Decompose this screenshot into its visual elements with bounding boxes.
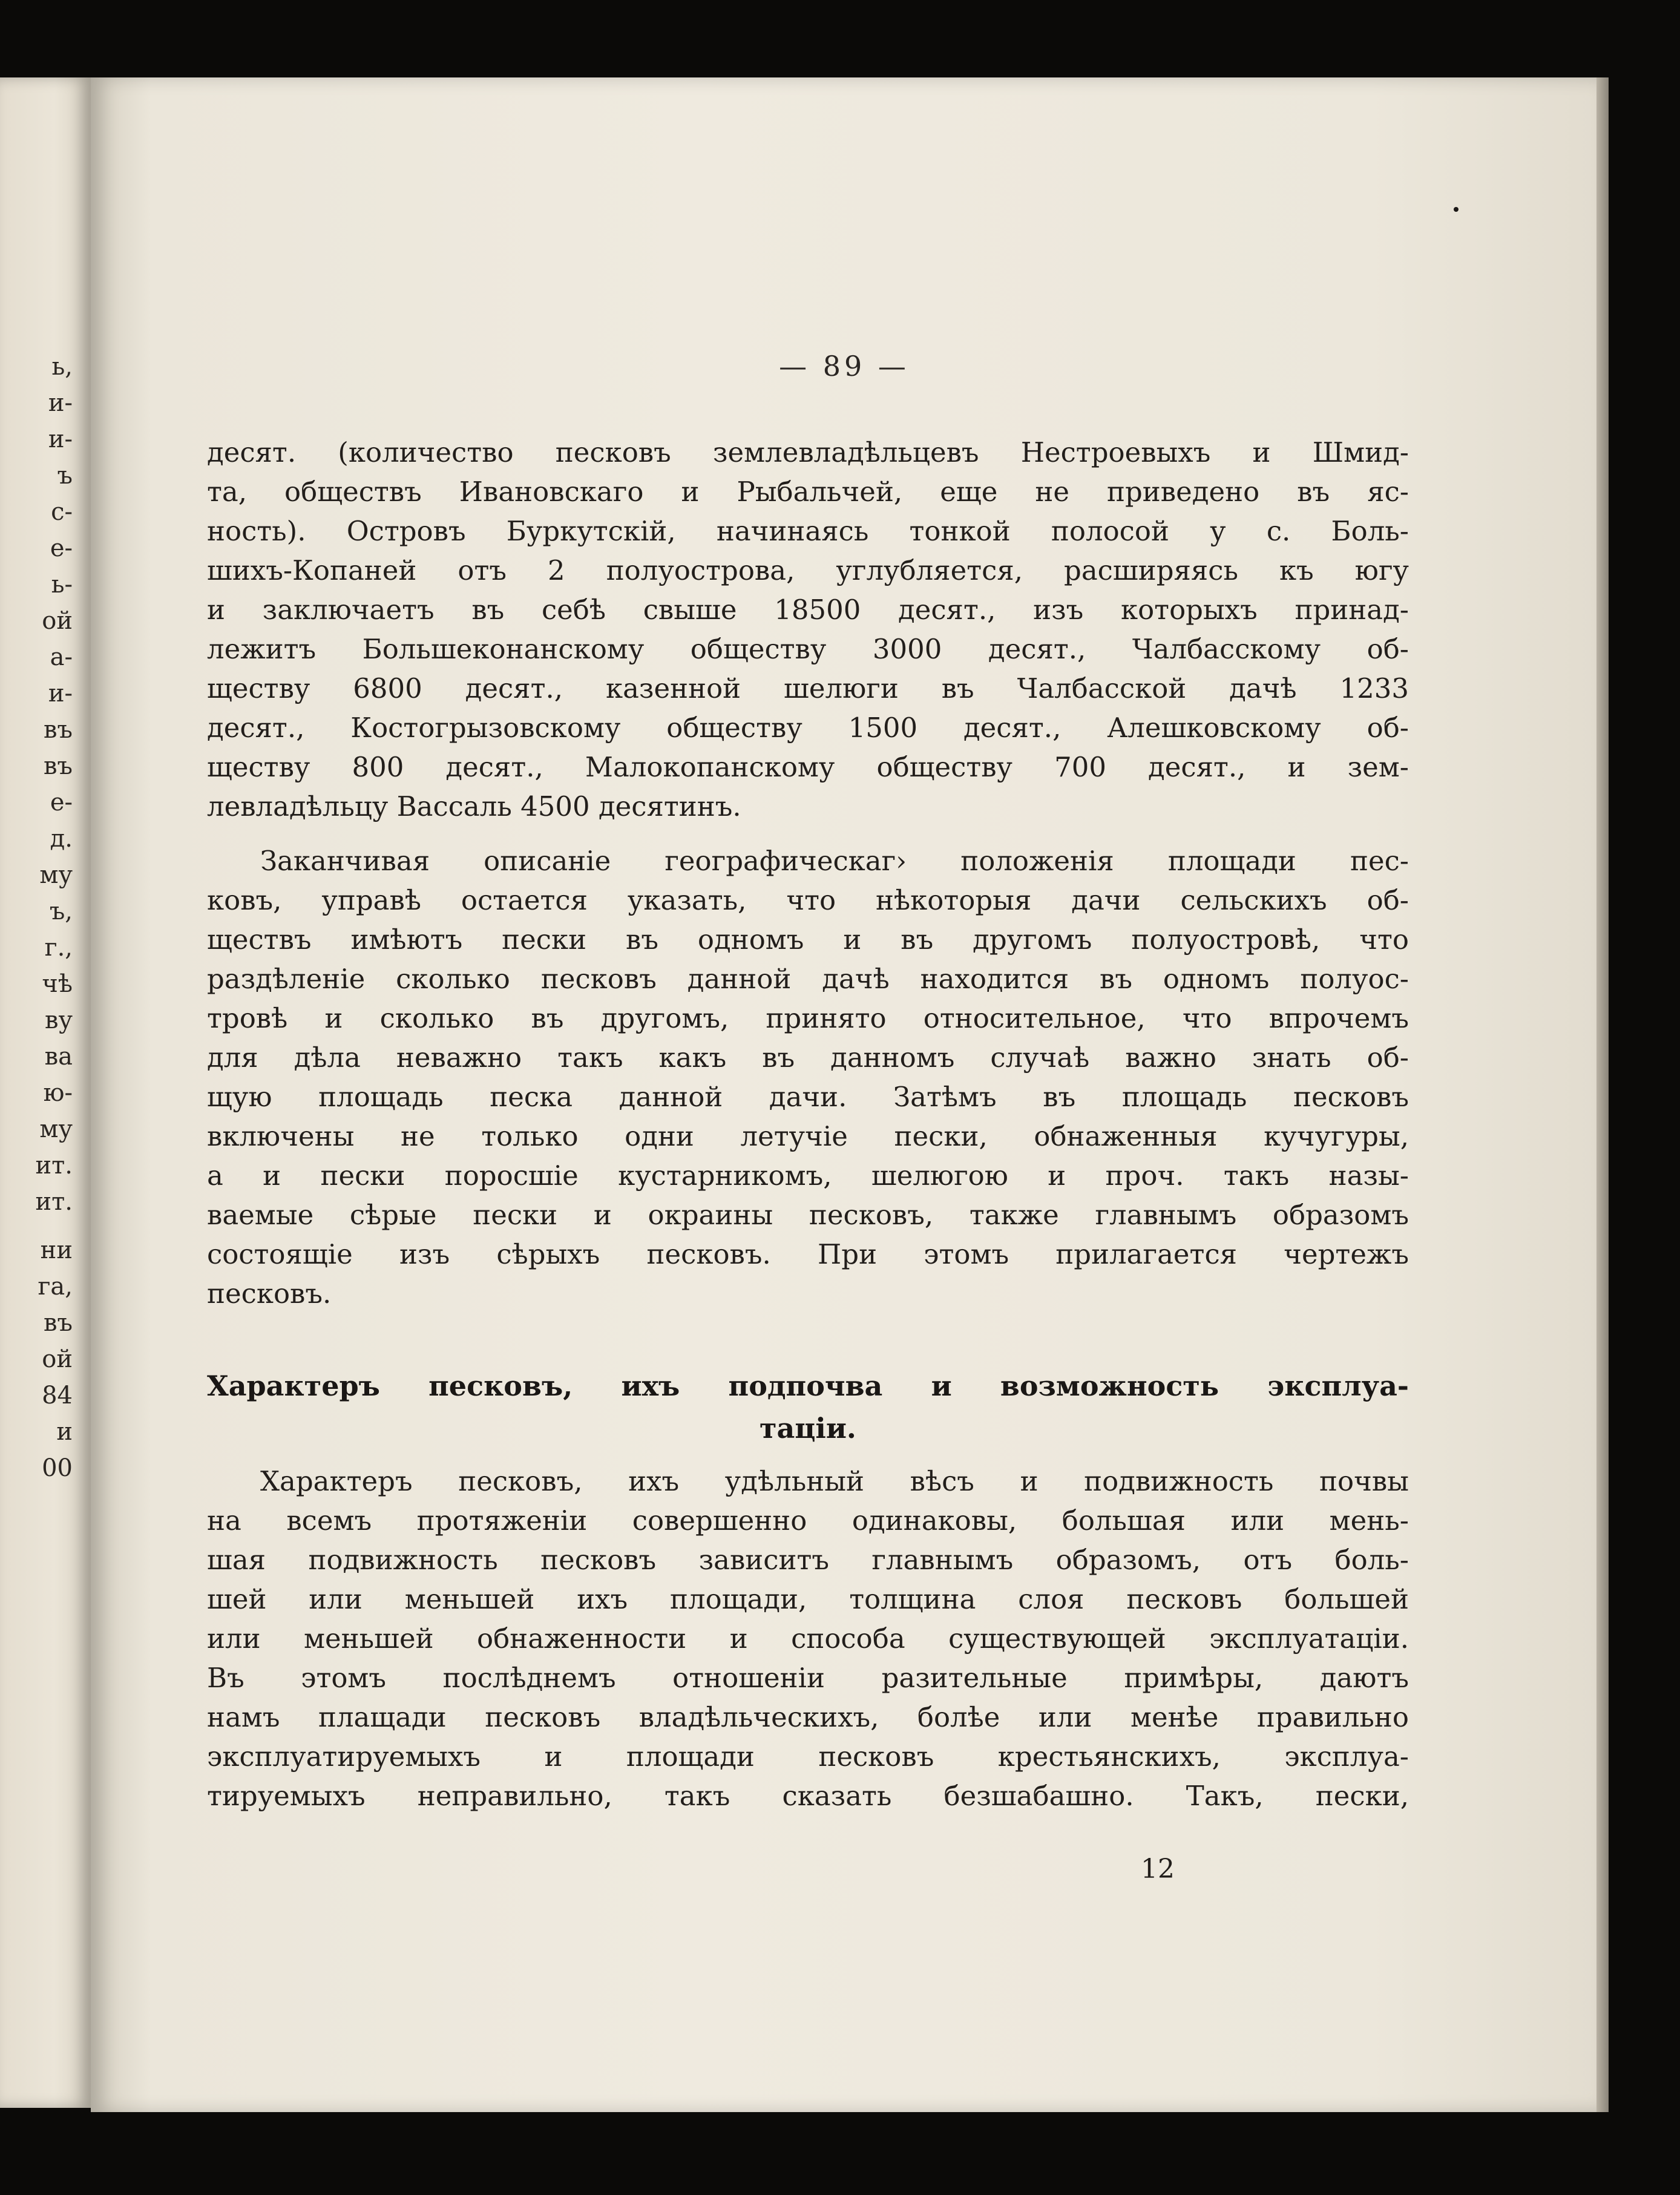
paragraph-line: та, обществъ Ивановскаго и Рыбальчей, еще не приведено въ яс- xyxy=(207,476,1409,508)
left-fragment: и- xyxy=(48,680,73,707)
left-fragment: и- xyxy=(48,425,73,453)
paragraph-line: включены не только одни летучіе пески, обнаженныя кучугуры, xyxy=(207,1120,1409,1152)
paragraph-line: состоящіе изъ сѣрыхъ песковъ. При этомъ прилагается чертежъ xyxy=(207,1238,1409,1270)
paragraph-line: а и пески поросшіе кустарникомъ, шелюгою и проч. такъ назы- xyxy=(207,1160,1409,1192)
paragraph-line: ковъ, управѣ остается указать, что нѣкоторыя дачи сельскихъ об- xyxy=(207,884,1409,916)
left-fragment: е- xyxy=(50,534,73,562)
paragraph-line: тируемыхъ неправильно, такъ сказать безшабашно. Такъ, пески, xyxy=(207,1780,1409,1812)
paragraph-line: Заканчивая описаніе географическаг› положенія площади пес- xyxy=(260,845,1409,877)
paragraph-line: эксплуатируемыхъ и площади песковъ крестьянскихъ, эксплуа- xyxy=(207,1741,1409,1773)
ink-speck xyxy=(1454,207,1459,212)
left-fragment: с- xyxy=(51,498,73,526)
paragraph-line: левладѣльцу Вассаль 4500 десятинъ. xyxy=(207,790,741,822)
left-fragment: ь, xyxy=(51,353,73,381)
left-fragment: и xyxy=(56,1418,73,1446)
left-fragment: е- xyxy=(50,789,73,816)
paragraph-line: ществу 6800 десят., казенной шелюги въ Чалбасской дачѣ 1233 xyxy=(207,672,1409,704)
left-fragment: и- xyxy=(48,389,73,417)
paragraph-line: намъ плащади песковъ владѣльческихъ, болѣе или менѣе правильно xyxy=(207,1701,1409,1733)
paragraph-line: песковъ. xyxy=(207,1278,332,1310)
book-page xyxy=(91,77,1598,2112)
left-fragment: 00 xyxy=(42,1454,73,1482)
paragraph-line: ваемые сѣрые пески и окраины песковъ, также главнымъ образомъ xyxy=(207,1199,1409,1231)
left-fragment: ой xyxy=(42,1345,73,1373)
left-fragment: ой xyxy=(42,607,73,635)
paragraph-line: десят., Костогрызовскому обществу 1500 десят., Алешковскому об- xyxy=(207,712,1409,744)
paragraph-line: щую площадь песка данной дачи. Затѣмъ въ площадь песковъ xyxy=(207,1081,1409,1113)
paragraph-line: раздѣленіе сколько песковъ данной дачѣ находится въ одномъ полуос- xyxy=(207,963,1409,995)
paragraph-line: ществу 800 десят., Малокопанскому обществу 700 десят., и зем- xyxy=(207,751,1409,783)
left-fragment: д. xyxy=(50,825,73,853)
left-fragment: ит. xyxy=(35,1152,73,1180)
left-fragment: г., xyxy=(44,934,73,962)
left-fragment: ит. xyxy=(35,1188,73,1216)
paragraph-line: шихъ-Копаней отъ 2 полуострова, углубляется, расширяясь къ югу xyxy=(207,554,1409,586)
paragraph-line: Въ этомъ послѣднемъ отношеніи разительные примѣры, даютъ xyxy=(207,1662,1409,1694)
paragraph-line: шей или меньшей ихъ площади, толщина слоя песковъ большей xyxy=(207,1583,1409,1615)
left-fragment: чѣ xyxy=(42,970,73,998)
signature-mark: 12 xyxy=(1141,1854,1175,1885)
paragraph-line: на всемъ протяженіи совершенно одинаковы, большая или мень- xyxy=(207,1504,1409,1537)
left-fragment: въ xyxy=(44,716,73,744)
left-fragment: му xyxy=(39,861,73,889)
left-fragment: ь- xyxy=(51,571,73,599)
left-fragment: ю- xyxy=(43,1079,73,1107)
left-fragment: му xyxy=(39,1115,73,1143)
paragraph-line: и заключаетъ въ себѣ свыше 18500 десят., изъ которыхъ принад- xyxy=(207,594,1409,626)
paragraph-line: ществъ имѣютъ пески въ одномъ и въ другомъ полуостровѣ, что xyxy=(207,924,1409,956)
section-heading: Характеръ песковъ, ихъ подпочва и возможность эксплуа- xyxy=(207,1370,1409,1402)
paragraph-line: десят. (количество песковъ землевладѣльцевъ Нестроевыхъ и Шмид- xyxy=(207,436,1409,468)
left-fragment: въ xyxy=(44,752,73,780)
left-fragment: ву xyxy=(44,1006,73,1034)
left-fragment: ъ, xyxy=(49,897,73,925)
page-number: — 89 — xyxy=(779,350,910,382)
paragraph-line: тровѣ и сколько въ другомъ, принято относительное, что впрочемъ xyxy=(207,1002,1409,1034)
paragraph-line: или меньшей обнаженности и способа существующей эксплуатаціи. xyxy=(207,1622,1409,1655)
left-fragment: а- xyxy=(50,643,73,671)
left-page-edge xyxy=(0,77,91,2108)
paragraph-line: для дѣла неважно такъ какъ въ данномъ случаѣ важно знать об- xyxy=(207,1042,1409,1074)
paragraph-line: Характеръ песковъ, ихъ удѣльный вѣсъ и подвижность почвы xyxy=(260,1465,1409,1497)
paragraph-line: шая подвижность песковъ зависитъ главнымъ образомъ, отъ боль- xyxy=(207,1544,1409,1576)
paragraph-line: ность). Островъ Буркутскій, начинаясь тонкой полосой у с. Боль- xyxy=(207,515,1409,547)
paragraph-line: лежитъ Большеконанскому обществу 3000 десят., Чалбасскому об- xyxy=(207,633,1409,665)
left-fragment: ъ xyxy=(57,462,73,490)
left-fragment: ни xyxy=(40,1236,73,1264)
left-fragment: 84 xyxy=(42,1382,73,1409)
left-fragment: ва xyxy=(44,1043,73,1071)
page-edge-shadow xyxy=(1596,77,1609,2112)
left-fragment: въ xyxy=(44,1309,73,1337)
left-fragment: га, xyxy=(38,1273,73,1301)
section-heading: таціи. xyxy=(760,1412,856,1445)
